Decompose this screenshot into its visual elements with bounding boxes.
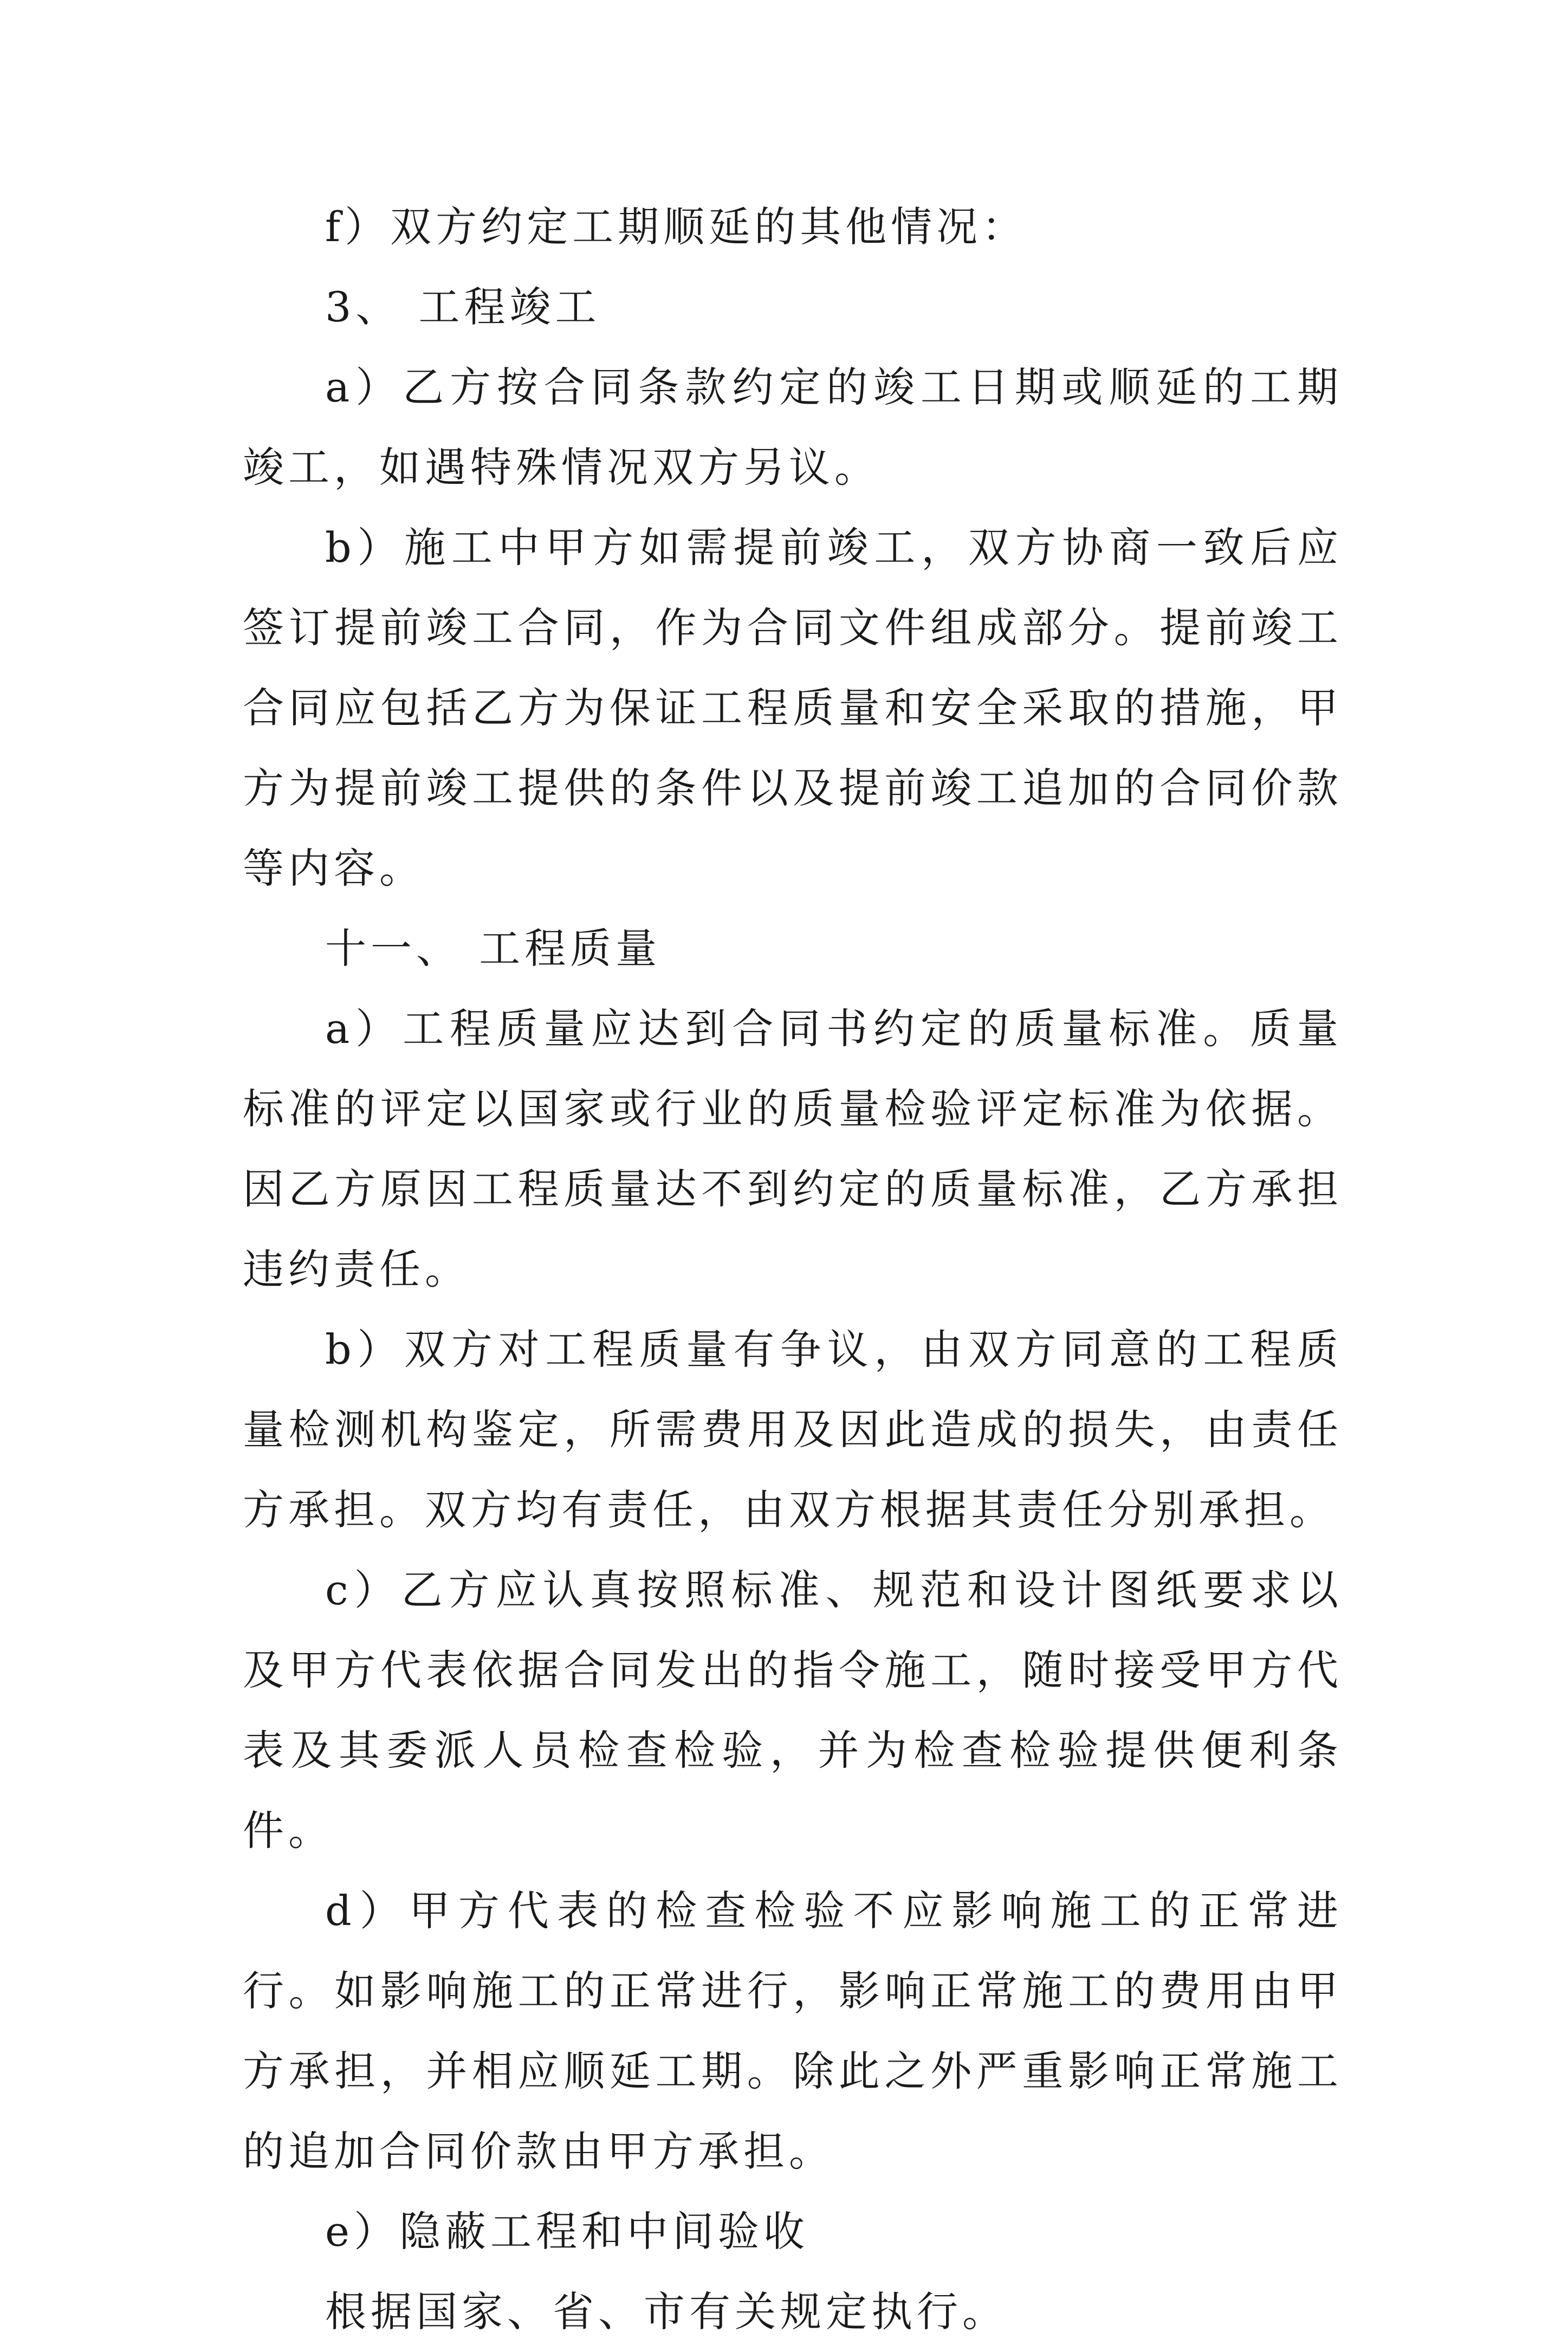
paragraph-a-quality-standard: a）工程质量应达到合同书约定的质量标准。质量标准的评定以国家或行业的质量检验评定标准为依据。因乙方原因工程质量达不到约定的质量标准，乙方承担违约责任。 (243, 1005, 1343, 1293)
paragraph-e-hidden-works: e）隐蔽工程和中间验收 (325, 2207, 809, 2256)
paragraph-a-completion-date: a）乙方按合同条款约定的竣工日期或顺延的工期竣工，如遇特殊情况双方另议。 (243, 363, 1343, 491)
document-body (243, 187, 1343, 2352)
paragraph-b-early-completion: b）施工中甲方如需提前竣工，双方协商一致后应签订提前竣工合同，作为合同文件组成部分。提前竣工合同应包括乙方为保证工程质量和安全采取的措施，甲方为提前竣工提供的条件以及提前竣工追加的合同价款等内容。 (243, 523, 1343, 892)
paragraph-regulations: 根据国家、省、市有关规定执行。 (325, 2288, 1008, 2336)
paragraph-d-inspection-impact: d）甲方代表的检查检验不应影响施工的正常进行。如影响施工的正常进行，影响正常施工的费用由甲方承担，并相应顺延工期。除此之外严重影响正常施工的追加合同价款由甲方承担。 (243, 1887, 1343, 2175)
paragraph-b-quality-dispute: b）双方对工程质量有争议，由双方同意的工程质量检测机构鉴定，所需费用及因此造成的损失，由责任方承担。双方均有责任，由双方根据其责任分别承担。 (243, 1325, 1343, 1534)
heading-project-completion: 3、 工程竣工 (325, 283, 601, 331)
paragraph-c-inspection: c）乙方应认真按照标准、规范和设计图纸要求以及甲方代表依据合同发出的指令施工，随时接受甲方代表及其委派人员检查检验，并为检查检验提供便利条件。 (243, 1566, 1343, 1855)
heading-project-quality: 十一、 工程质量 (325, 924, 662, 973)
paragraph-f-other-delay: f）双方约定工期顺延的其他情况： (325, 203, 1028, 251)
